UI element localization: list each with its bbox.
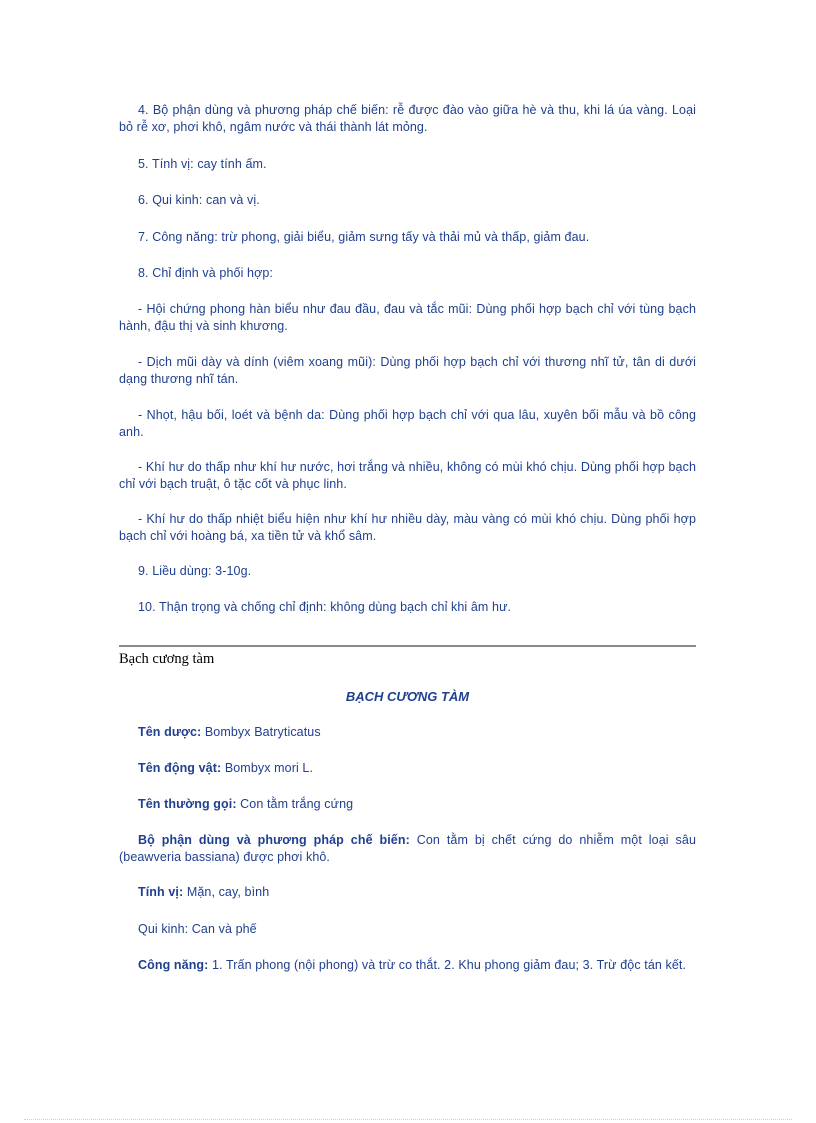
bullet-khi-hu-thap: - Khí hư do thấp như khí hư nước, hơi trắng và nhiều, không có mùi khó chịu. Dùng phối hợp bạch chỉ với bạch truật, ô tặc cốt và phục linh. — [119, 460, 696, 491]
bullet-nhot: - Nhọt, hậu bối, loét và bệnh da: Dùng phối hợp bạch chỉ với qua lâu, xuyên bối mẫu và bồ công anh. — [119, 408, 696, 439]
paragraph-cong-nang: 7. Công năng: trừ phong, giải biểu, giảm sưng tấy và thải mủ và thấp, giảm đau. — [138, 230, 590, 244]
horizontal-rule — [119, 645, 696, 647]
value-bo-phan-dung: Con tằm bị chết cứng do nhiễm một loại sâu (beawveria bassiana) được phơi khô. — [119, 833, 696, 864]
field-ten-duoc — [119, 724, 696, 741]
label-ten-dong-vat: Tên động vật: — [138, 761, 222, 775]
field-bo-phan-dung — [119, 832, 696, 866]
label-tinh-vi: Tính vị: — [138, 885, 184, 899]
paragraph-chi-dinh: 8. Chỉ định và phối hợp: — [138, 266, 273, 280]
field-qui-kinh: Qui kinh: Can và phế — [138, 922, 257, 936]
paragraph-tinh-vi: 5. Tính vị: cay tính ấm. — [138, 157, 267, 171]
bullet-phong-han: - Hội chứng phong hàn biểu như đau đầu, đau và tắc mũi: Dùng phối hợp bạch chỉ với tùng bạch hành, đậu thị và sinh khương. — [119, 302, 696, 333]
paragraph-lieu-dung: 9. Liều dùng: 3-10g. — [138, 564, 252, 578]
page-bottom-divider — [24, 1119, 792, 1120]
field-ten-thuong-goi — [119, 796, 696, 813]
value-ten-thuong-goi: Con tằm trắng cứng — [236, 797, 354, 811]
label-cong-nang: Công năng: — [138, 958, 209, 972]
paragraph-bo-phan-dung: 4. Bộ phận dùng và phương pháp chế biến: rễ được đào vào giữa hè và thu, khi lá úa vàng. Loại bỏ rễ xơ, phơi khô, ngâm nước và thái thành lát mỏng. — [119, 103, 696, 134]
paragraph-than-trong: 10. Thận trọng và chống chỉ định: không dùng bạch chỉ khi âm hư. — [138, 600, 512, 614]
bullet-khi-hu-thap-nhiet: - Khí hư do thấp nhiệt biểu hiện như khí hư nhiều dày, màu vàng có mùi khó chịu. Dùng phối hợp bạch chỉ với hoàng bá, xa tiền tử và khổ sâm. — [119, 512, 696, 543]
field-ten-dong-vat — [119, 760, 696, 777]
value-cong-nang: 1. Trấn phong (nội phong) và trừ co thắt. 2. Khu phong giảm đau; 3. Trừ độc tán kết. — [208, 958, 687, 972]
field-cong-nang — [119, 957, 696, 974]
paragraph-qui-kinh: 6. Qui kinh: can và vị. — [138, 193, 260, 207]
section-heading: BẠCH CƯƠNG TÀM — [345, 689, 470, 704]
label-ten-thuong-goi: Tên thường gọi: — [138, 797, 237, 811]
value-ten-duoc: Bombyx Batryticatus — [201, 725, 321, 739]
plain-section-title: Bạch cương tàm — [119, 651, 215, 667]
label-bo-phan-dung: Bộ phận dùng và phương pháp chế biến: — [138, 833, 410, 847]
bullet-dich-mui: - Dịch mũi dày và dính (viêm xoang mũi): Dùng phối hợp bạch chỉ với thương nhĩ tử, tân di dưới dạng thương nhĩ tán. — [119, 355, 696, 386]
value-tinh-vi: Mặn, cay, bình — [183, 885, 270, 899]
field-tinh-vi — [119, 884, 696, 901]
value-ten-dong-vat: Bombyx mori L. — [221, 761, 314, 775]
label-ten-duoc: Tên dược: — [138, 725, 202, 739]
